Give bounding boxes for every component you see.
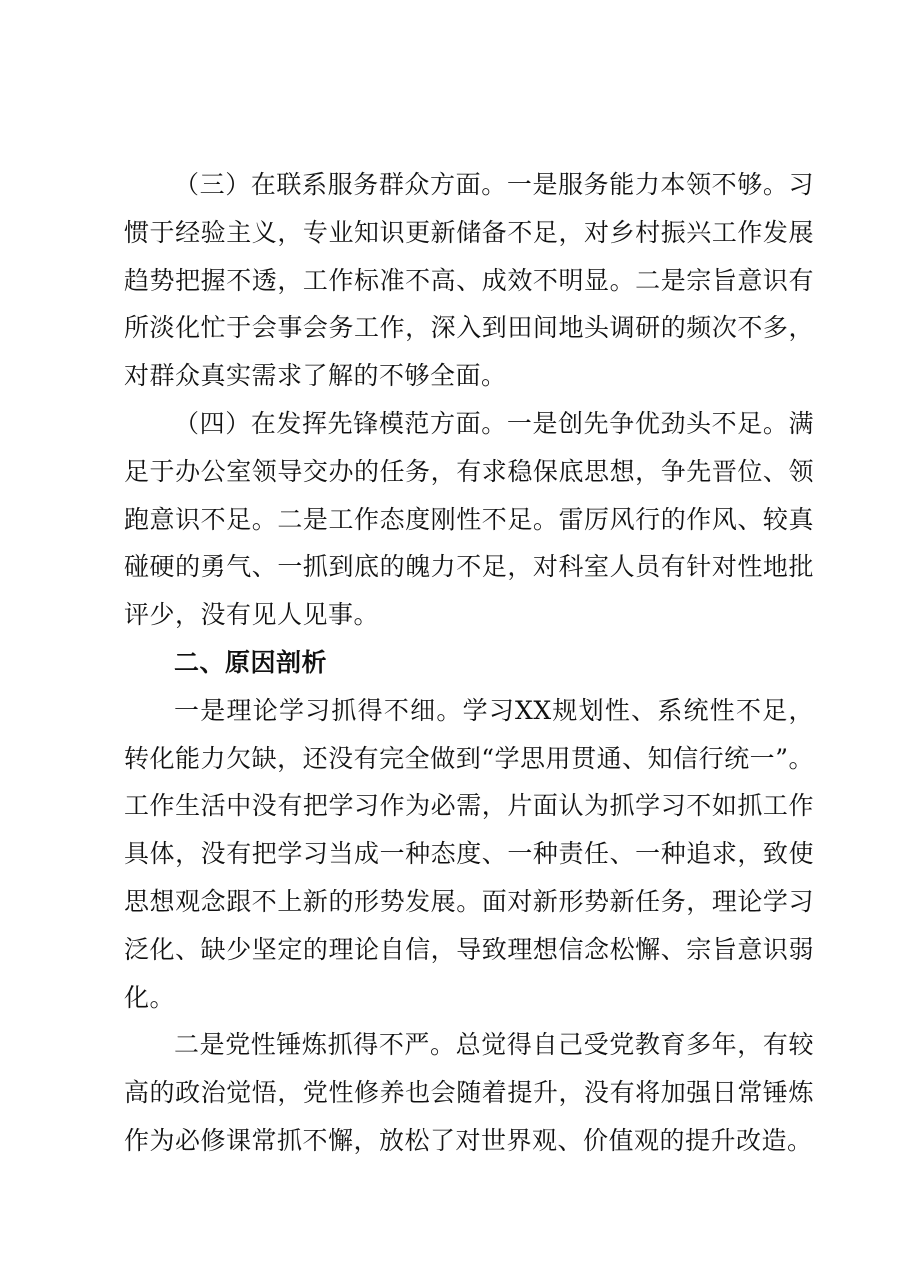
paragraph-vanguard-role: （四）在发挥先锋模范方面。一是创先争优劲头不足。满足于办公室领导交办的任务，有求稳保底思想，争先晋位、领跑意识不足。二是工作态度刚性不足。雷厉风行的作风、较真碰硬的勇气、一抓到底的魄力不足，对科室人员有针对性地批评少，没有见人见事。 bbox=[124, 408, 814, 630]
paragraph-party-spirit: 二是党性锤炼抓得不严。总觉得自己受党教育多年，有较高的政治觉悟，党性修养也会随着提升，没有将加强日常锤炼作为必修课常抓不懈，放松了对世界观、价值观的提升改造。 bbox=[124, 1030, 814, 1155]
paragraph-service-masses: （三）在联系服务群众方面。一是服务能力本领不够。习惯于经验主义，专业知识更新储备不足，对乡村振兴工作发展趋势把握不透，工作标准不高、成效不明显。二是宗旨意识有所淡化忙于会事会务工作，深入到田间地头调研的频次不多，对群众真实需求了解的不够全面。 bbox=[124, 170, 814, 391]
document-body bbox=[124, 161, 814, 1165]
section-heading-cause-analysis: 二、原因剖析 bbox=[174, 647, 328, 677]
paragraph-theory-study: 一是理论学习抓得不细。学习XX规划性、系统性不足，转化能力欠缺，还没有完全做到“学思用贯通、知信行统一”。工作生活中没有把学习作为必需，片面认为抓学习不如抓工作具体，没有把学习当成一种态度、一种责任、一种追求，致使思想观念跟不上新的形势发展。面对新形势新任务，理论学习泛化、缺少坚定的理论自信，导致理想信念松懈、宗旨意识弱化。 bbox=[124, 695, 814, 1012]
